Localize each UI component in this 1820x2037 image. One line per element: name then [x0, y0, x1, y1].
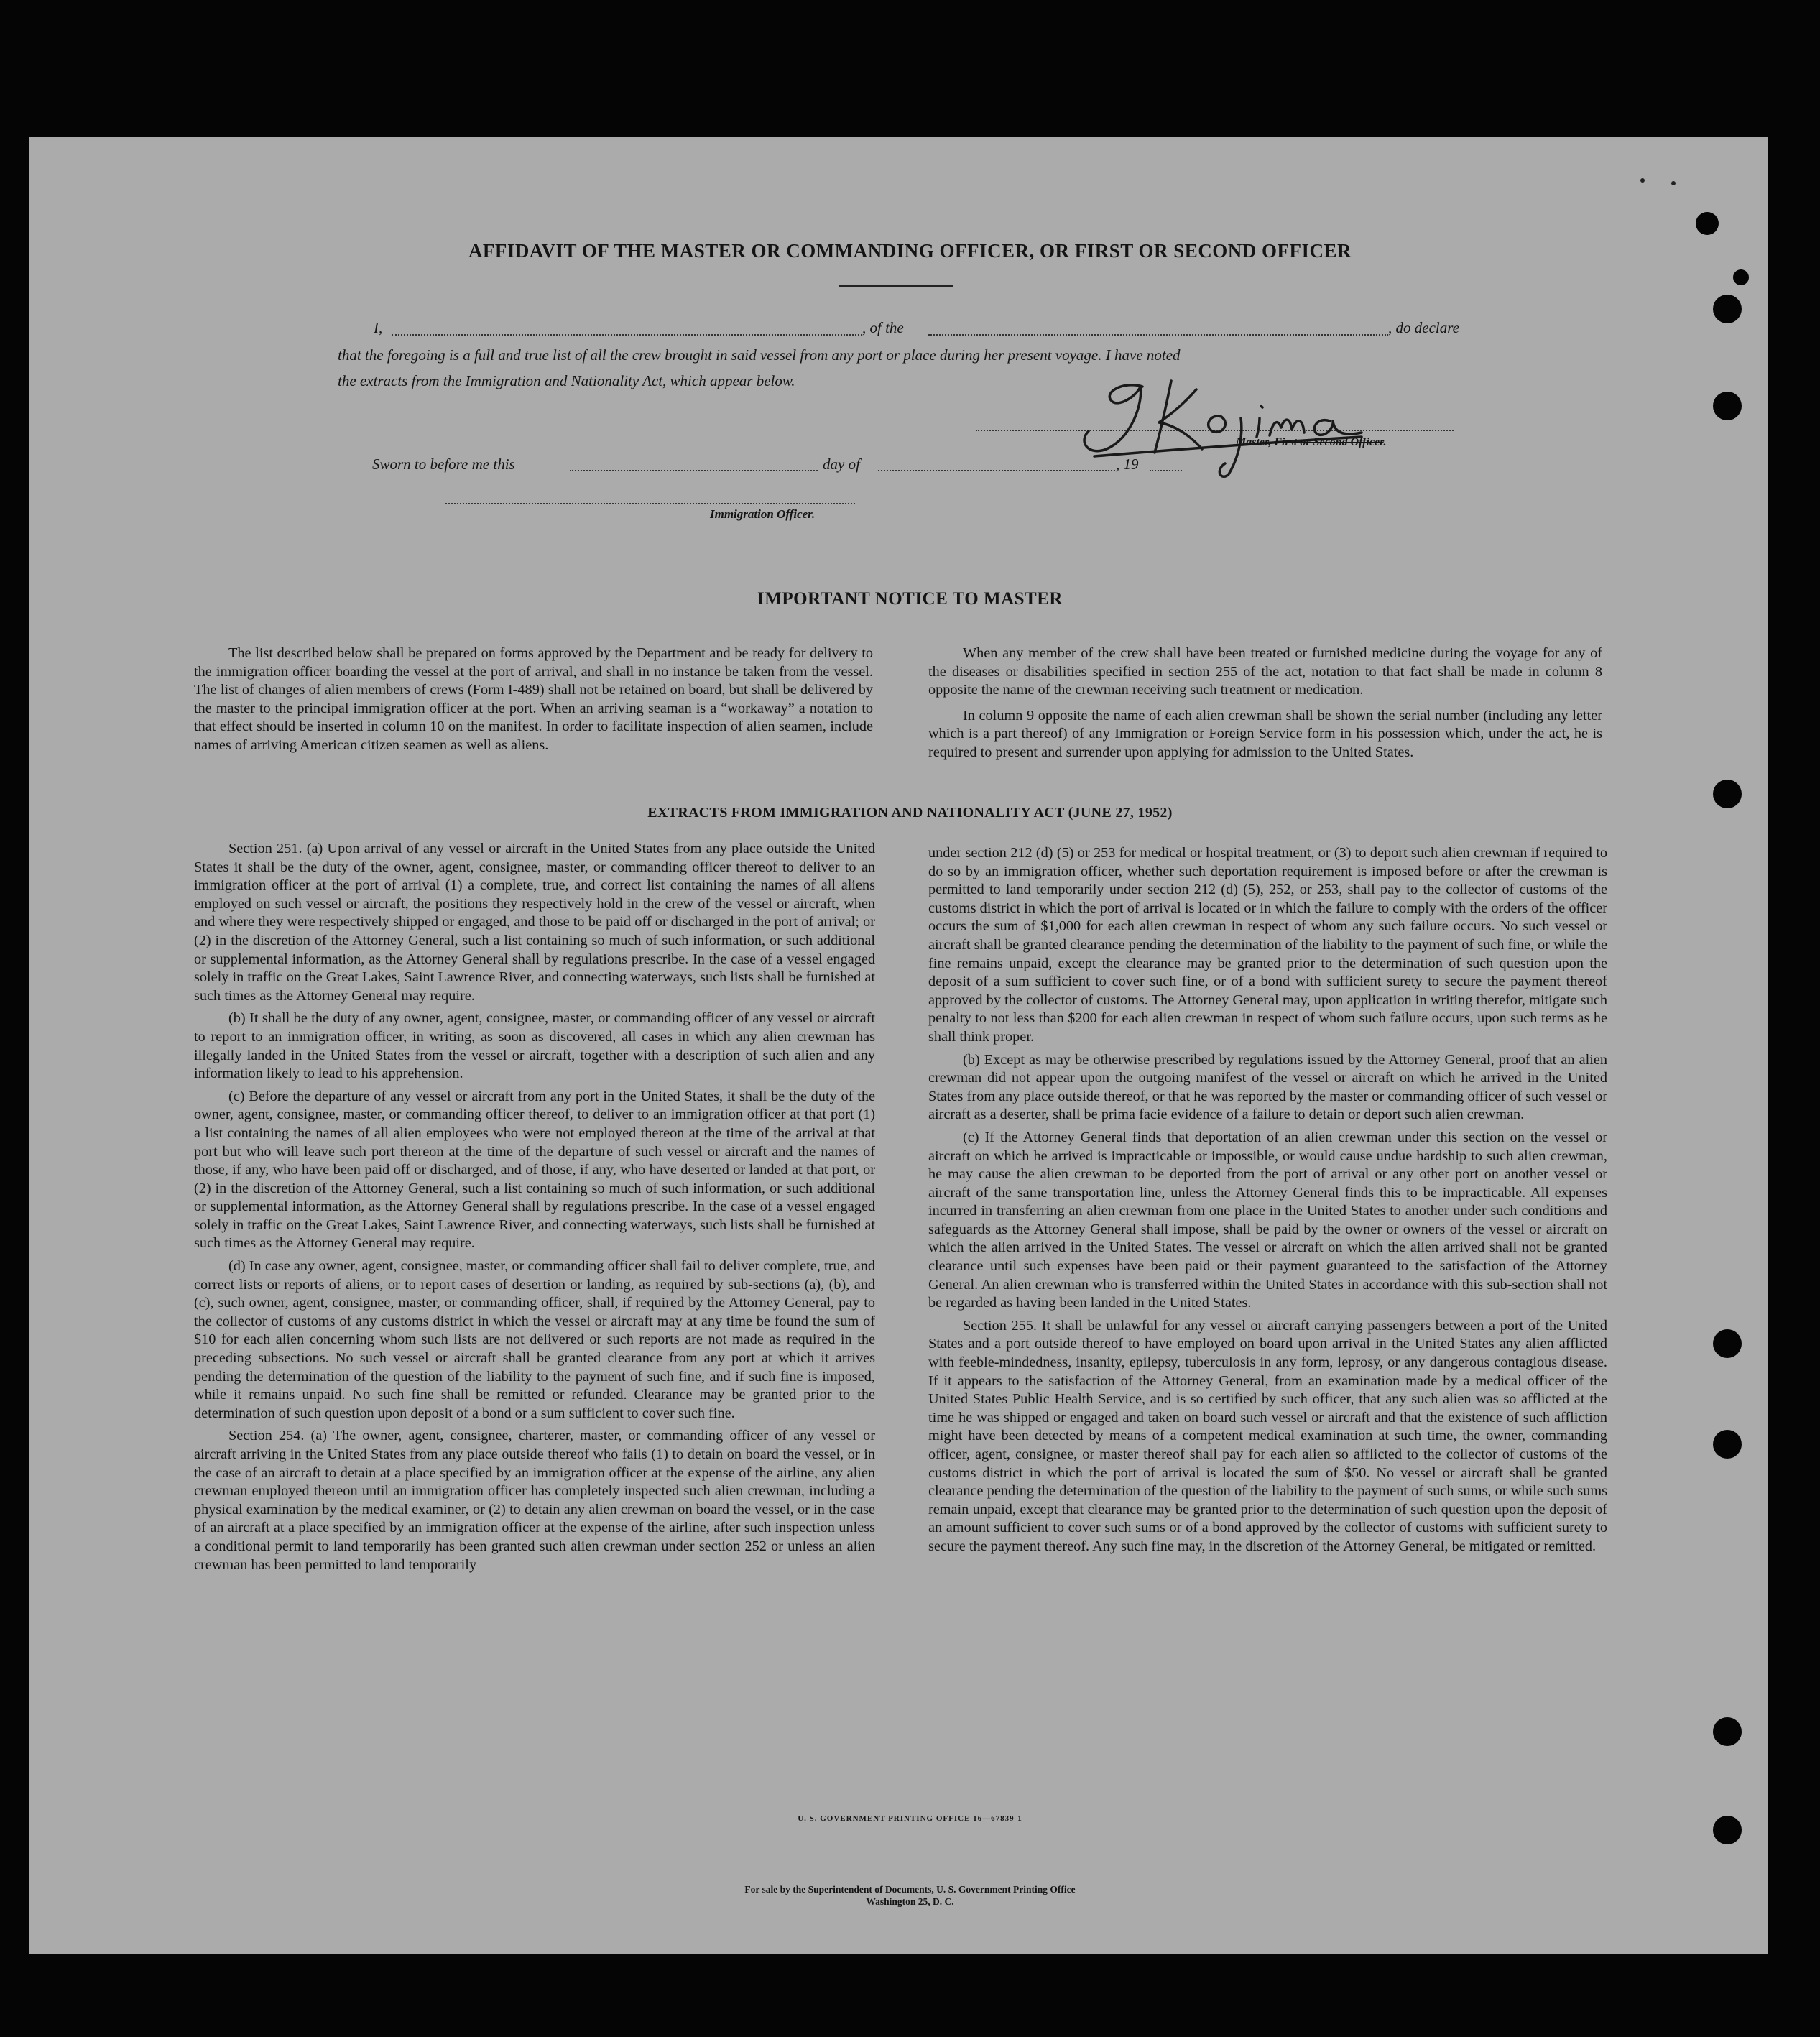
- punch-hole: [1713, 392, 1742, 420]
- printer-imprint: U. S. GOVERNMENT PRINTING OFFICE 16—67839-1: [798, 1814, 1022, 1823]
- signature-caption: [1236, 436, 1387, 449]
- title-underline: [839, 285, 953, 287]
- caption-master: Master,: [1236, 436, 1272, 448]
- extracts-right-column: [928, 844, 1607, 1561]
- notice-right-paragraph-2: In column 9 opposite the name of each alien crewman shall be shown the serial number (including any letter which is a part thereof) of any Immigration or Foreign Service form in his possession which, under the act, he is required to present and surrender upon applying for admission to the United States.: [928, 707, 1602, 760]
- punch-hole: [1713, 1717, 1742, 1746]
- punch-hole: [1696, 212, 1719, 235]
- immigration-officer-line: [445, 503, 855, 504]
- section-251a: Section 251. (a) Upon arrival of any vessel or aircraft in the United States from any place outside the United States it shall be the duty of the owner, agent, consignee, master, or commanding officer thereof to deliver to an immigration officer at the port of arrival (1) a complete, true, and correct list containing the names of all aliens employed on such vessel or aircraft, the positions they respectively hold in the crew of the vessel or aircraft, when and where they were respectively shipped or engaged, and those to be paid off or discharged in the port of arrival; or (2) in the discretion of the Attorney General, such a list containing so much of such information, or such additional or supplemental information, as the Attorney General shall by regulations prescribe. In the case of a vessel engaged solely in traffic on the Great Lakes, Saint Lawrence River, and connecting waterways, such lists shall be furnished at such times as the Attorney General may require.: [194, 841, 875, 1004]
- sale-line-2: Washington 25, D. C.: [866, 1896, 954, 1907]
- affidavit-title: AFFIDAVIT OF THE MASTER OR COMMANDING OFFICER, OR FIRST OR SECOND OFFICER: [468, 240, 1352, 262]
- notice-right-paragraph-1: When any member of the crew shall have been treated or furnished medicine during the voyage for any of the diseases or disabilities specified in section 255 of the act, notation to that fact shall be made in column 8 opposite the name of the crewman receiving such treatment or medication.: [928, 645, 1602, 698]
- sale-line-1: For sale by the Superintendent of Documents, U. S. Government Printing Office: [744, 1884, 1076, 1895]
- section-251c: (c) Before the departure of any vessel or aircraft from any port in the United States, it shall be the duty of the owner, agent, consignee, master, or commanding officer thereof, to deliver to an immigration officer at that port (1) a list containing the names of all alien employees who were not employed thereon at the time of the arrival at that port but who will leave such port thereon at the time of the departure of such vessel or aircraft and the names of those, if any, who have been paid off or discharged, and of those, if any, who have deserted or landed at that port, or (2) in the discretion of the Attorney General, such a list containing so much of such information, or such additional or supplemental information, as the Attorney General shall by regulations prescribe. In the case of a vessel engaged solely in traffic on the Great Lakes, Saint Lawrence River, and connecting waterways, such lists shall be furnished at such times as the Attorney General may require.: [194, 1088, 875, 1252]
- sale-notice: [0, 1883, 1820, 1908]
- section-254c: (c) If the Attorney General finds that deportation of an alien crewman under this section on the vessel or aircraft on which he arrived is impracticable or impossible, or would cause undue hardship to such alien crewman, he may cause the alien crewman to be deported from the port of arrival or any other port on another vessel or aircraft of the same transportation line, unless the Attorney General finds this to be impracticable. All expenses incurred in transferring an alien crewman from one place in the United States to another under such conditions and safeguards as the Attorney General shall impose, shall be paid by the owner or owners of the vessel or aircraft on which the alien arrived in the United States. The vessel or aircraft on which the alien arrived shall not be granted clearance until such expenses have been paid or their payment guaranteed to the satisfaction of the Attorney General. An alien crewman who is transferred within the United States in accordance with this sub-section shall not be regarded as having been landed in the United States.: [928, 1129, 1607, 1311]
- punch-hole: [1713, 780, 1742, 808]
- notice-right-column: [928, 645, 1602, 767]
- declare-suffix: , do declare: [1388, 319, 1459, 336]
- sworn-year-field: [1150, 470, 1182, 471]
- section-251b: (b) It shall be the duty of any owner, agent, consignee, master, or commanding officer of any vessel or aircraft to report to an immigration officer, in writing, as soon as discovered, all cases in which any alien crewman has illegally landed in the United States from the vessel or aircraft, together with a description of such alien and any information likely to lead to his apprehension.: [194, 1010, 875, 1082]
- sworn-day-field: [570, 470, 818, 471]
- section-255: Section 255. It shall be unlawful for any vessel or aircraft carrying passengers between a port of the United States and a port outside thereof to have employed on board upon arrival in the United States any alien afflicted with feeble-mindedness, insanity, epilepsy, tuberculosis in any form, leprosy, or any dangerous contagious disease. If it appears to the satisfaction of the Attorney General, from an examination made by a medical officer of the United States Public Health Service, and is so certified by such officer, that any such alien was so afflicted at the time he was shipped or engaged and taken on board such vessel or aircraft and that the existence of such affliction might have been detected by means of a competent medical examination at such time, the owner, commanding officer, agent, consignee, or master thereof shall pay for each alien so afflicted to the collector of customs of the customs district in which the port of arrival is located the sum of $50. No vessel or aircraft shall be granted clearance pending the determination of the question of the liability to the payment of such sums, or while such sums remain unpaid, except that clearance may be granted prior to the determination of such question upon the deposit of an amount sufficient to cover such sums or of a bond approved by the collector of customs with sufficient surety to secure the payment thereof. Any such fine may, in the discretion of the Attorney General, be mitigated or remitted.: [928, 1317, 1607, 1554]
- speck: [1640, 178, 1645, 183]
- sworn-prefix: Sworn to before me this: [372, 456, 515, 473]
- section-254a-continued: under section 212 (d) (5) or 253 for medical or hospital treatment, or (3) to deport such alien crewman if required to do so by an immigration officer, whether such deportation requirement is imposed before or after the crewman is permitted to land temporarily under section 212 (d) (5), 252, or 253, shall pay to the collector of customs of the customs district in which the port of arrival is located or in which the failure to comply with the orders of the officer occurs the sum of $1,000 for each alien crewman in respect of whom any such failure occurs. No such vessel or aircraft shall be granted clearance pending the determination of the liability to the payment of such fine, or while the fine remains unpaid, except the clearance may be granted prior to the determination of such question upon the deposit of a sum sufficient to cover such fine, or of a bond with sufficient surety to secure the payment thereof approved by the collector of customs. The Attorney General may, upon application in writing therefor, mitigate such penalty to not less than $200 for each alien crewman in respect of whom such failure occurs, upon such terms as he shall think proper.: [928, 845, 1607, 1045]
- punch-hole: [1713, 295, 1742, 323]
- notice-left-column: [194, 645, 873, 759]
- declare-prefix: I,: [374, 319, 383, 336]
- notice-left-paragraph: The list described below shall be prepared on forms approved by the Department and be ready for delivery to the immigration officer boarding the vessel at the port of arrival, and shall in no instance be taken from the vessel. The list of changes of alien members of crews (Form I-489) shall not be retained on board, but shall be delivered by the master to the principal immigration officer at the port. When an arriving seaman is a “workaway” a notation to that effect should be inserted in column 10 on the manifest. In order to facilitate inspection of alien seamen, include names of arriving American citizen seamen as well as aliens.: [194, 645, 873, 753]
- section-251d: (d) In case any owner, agent, consignee, master, or commanding officer shall fail to deliver complete, true, and correct lists or reports of aliens, or to report cases of desertion or landing, as required by sub-sections (a), (b), and (c), such owner, agent, consignee, master, or commanding officer, shall, if required by the Attorney General, pay to the collector of customs of any customs district in which the vessel or aircraft may at any time be found the sum of $10 for each alien concerning whom such lists are not delivered or such reports are not made as required in the preceding subsections. No such vessel or aircraft shall be granted clearance from any port at which it arrives pending the determination of the question of the liability to the payment of such fine, and if such fine is imposed, while it remains unpaid. No such fine shall be remitted or refunded. Clearance may be granted prior to the determination of such question upon deposit of a bond or a sum sufficient to cover such fine.: [194, 1258, 875, 1421]
- section-254a: Section 254. (a) The owner, agent, consignee, charterer, master, or commanding officer of any vessel or aircraft arriving in the United States from any place outside thereof who fails (1) to detain on board the vessel, or in the case of an aircraft to detain at a place specified by an immigration officer at the expense of the airline, any alien crewman employed thereon until an immigration officer has completely inspected such alien crewman, including a physical examination by the medical examiner, or (2) to detain any alien crewman on board the vessel, or in the case of an aircraft at a place specified by an immigration officer at the expense of the airline, after such inspection unless a conditional permit to land temporarily has been granted such alien crewman under section 252 or unless an alien crewman has been permitted to land temporarily: [194, 1428, 875, 1573]
- punch-hole: [1713, 1329, 1742, 1358]
- vessel-name-field: [928, 334, 1388, 336]
- punch-hole: [1713, 1430, 1742, 1459]
- sworn-month-field: [878, 470, 1115, 471]
- notice-title: IMPORTANT NOTICE TO MASTER: [757, 589, 1063, 609]
- sworn-year: , 19: [1116, 456, 1139, 473]
- declare-of-the: , of the: [862, 319, 904, 336]
- punch-hole: [1733, 269, 1749, 285]
- section-254b: (b) Except as may be otherwise prescribed by regulations issued by the Attorney General, proof that an alien crewman did not appear upon the outgoing manifest of the vessel or aircraft on which he arrived in the United States from any place outside thereof, or that he was reported by the master or commanding officer of such vessel or aircraft as a deserter, shall be prima facie evidence of a failure to detain or deport such alien crewman.: [928, 1051, 1607, 1123]
- master-name-field: [392, 334, 862, 336]
- caption-struck-officer: First or Second Officer: [1274, 436, 1384, 448]
- extracts-left-column: [194, 840, 875, 1579]
- declare-line-2: that the foregoing is a full and true list of all the crew brought in said vessel from any port or place during her present voyage. I have noted: [338, 346, 1181, 364]
- sworn-day-of: day of: [823, 456, 860, 473]
- caption-period: .: [1383, 436, 1387, 448]
- declare-line-3: the extracts from the Immigration and Nationality Act, which appear below.: [338, 372, 795, 389]
- speck: [1671, 181, 1676, 185]
- immigration-officer-label: Immigration Officer.: [710, 507, 816, 521]
- extracts-title: EXTRACTS FROM IMMIGRATION AND NATIONALITY ACT (JUNE 27, 1952): [647, 805, 1173, 821]
